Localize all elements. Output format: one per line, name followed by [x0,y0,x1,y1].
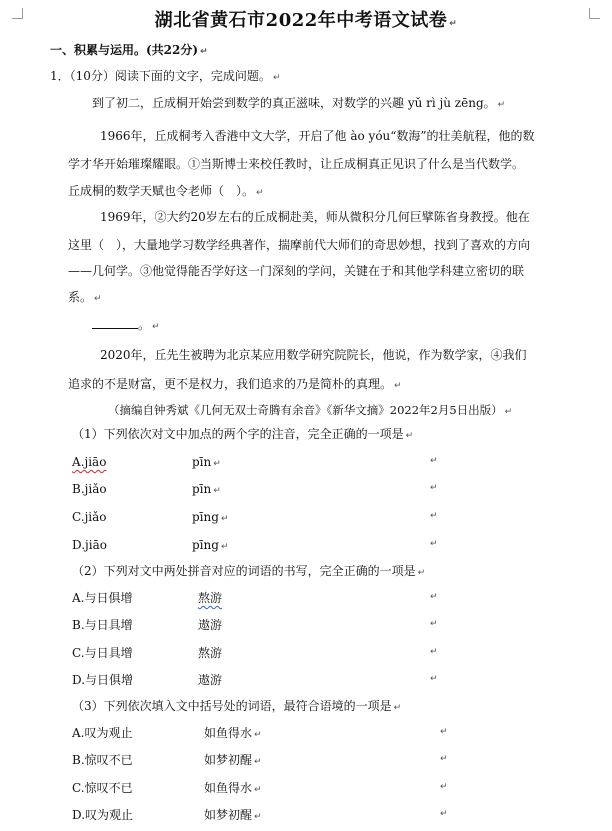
passage-text: ——几何学。③他觉得能否学好这一门深刻的学问，关键在于和其他学科建立密切的联 [68,264,525,278]
passage-text: 1969年，②大约20岁左右的丘成桐赴美，师从微积分几何巨擘陈省身教授。他在 [100,210,530,224]
table-cell-mark-icon: ↵ [430,619,438,629]
paragraph-mark-icon: ↵ [504,407,513,417]
paragraph-mark-icon: ↵ [393,703,402,713]
paragraph-mark-icon: ↵ [449,19,458,29]
table-cell-mark-icon: ↵ [430,456,438,466]
option-label: B.与日具增 [72,618,133,632]
passage-text: 学才华开始璀璨耀眼。①当斯博士来校任教时，让丘成桐真正见识了什么是当代数学。 [68,157,525,171]
paragraph-mark-icon: ↵ [254,785,262,795]
question-instruction: 阅读下面的文字，完成问题。 [114,69,271,83]
passage-text: 丘成桐的数学天赋也令老师（ ）。 [68,184,255,198]
option-3a[interactable] [72,725,132,741]
passage-paragraph-2-line-2 [68,156,524,172]
passage-text: 这里（ ），大量地学习数学经典著作，揣摩前代大师们的奇思妙想，找到了喜欢的方向 [68,238,531,252]
question-number: 1． [50,69,70,83]
option-1a-second [192,454,221,472]
paragraph-mark-icon: ↵ [497,100,506,110]
passage-paragraph-3-line-3 [68,263,524,279]
paragraph-mark-icon: ↵ [213,459,221,469]
option-text: 遨游 [198,618,223,632]
table-cell-mark-icon: ↵ [430,674,438,684]
passage-paragraph-4-line-1 [100,347,527,363]
option-2b-second [198,617,222,633]
passage-source [108,402,512,420]
option-3b[interactable] [72,752,133,768]
option-label: B.惊叹不已 [72,753,133,767]
option-text: pīn [192,482,212,496]
question-heading [50,68,280,86]
section-text: 一、积累与运用。(共22分) [50,43,199,57]
option-text: 如鱼得水 [204,726,253,740]
option-label: C.与日具增 [72,646,133,660]
table-cell-mark-icon: ↵ [430,483,438,493]
option-text: pīng [192,538,219,552]
option-text: 熬游 [198,591,223,605]
page-title [0,6,612,32]
answer-blank[interactable] [92,316,138,329]
passage-text: 系。 [68,290,93,304]
paragraph-mark-icon: ↵ [220,542,229,552]
option-2a[interactable] [72,590,132,606]
passage-paragraph-4-line-2 [68,376,402,394]
option-label: C.惊叹不已 [72,781,133,795]
question-points: （10分） [69,69,115,83]
passage-paragraph-3-line-2 [68,237,530,253]
option-1d-second [192,537,228,555]
option-label: A.jiāo [72,455,107,469]
option-1d[interactable] [72,537,107,553]
option-2c-second [198,645,222,661]
paragraph-mark-icon: ↵ [152,322,160,332]
table-cell-mark-icon: ↵ [440,782,448,792]
passage-paragraph-3-line-1 [100,209,530,225]
option-2d[interactable] [72,672,133,688]
option-2a-second [198,590,222,606]
option-1b[interactable] [72,481,107,497]
passage-paragraph-2-line-1 [100,128,535,144]
passage-text: 1966年，丘成桐考入香港中文大学，开启了他 ào yóu“数海”的壮美航程，他的数 [100,129,535,143]
option-1c-second [192,509,228,527]
option-text: pīng [192,510,219,524]
passage-text: 2020年，丘先生被聘为北京某应用数学研究院院长，他说，作为数学家，④我们 [100,348,527,362]
option-label: A.与日俱增 [72,591,133,605]
option-text: 如梦初醒 [204,753,253,767]
sub-question-1-stem [72,426,413,444]
title-text: 湖北省黄石市2022年中考语文试卷 [154,10,448,31]
option-2b[interactable] [72,617,133,633]
option-2c[interactable] [72,645,133,661]
option-text: 如鱼得水 [204,781,253,795]
stem-text: （1）下列依次对文中加点的两个字的注音，完全正确的一项是 [72,427,404,441]
passage-paragraph-1 [92,95,505,113]
option-label: D.与日俱增 [72,673,134,687]
option-label: A.叹为观止 [72,726,133,740]
paragraph-mark-icon: ↵ [405,431,414,441]
option-text: pīn [192,455,212,469]
paragraph-mark-icon: ↵ [220,514,229,524]
stem-text: （2）下列对文中两处拼音对应的词语的书写，完全正确的一项是 [72,564,416,578]
option-1a[interactable] [72,454,106,470]
passage-text: 到了初二，丘成桐开始尝到数学的真正滋味，对数学的兴趣 yǔ rì jù zēng。 [92,96,496,110]
paragraph-mark-icon: ↵ [272,73,281,83]
option-1b-second [192,481,221,499]
passage-paragraph-3-line-4 [68,289,102,307]
stem-text: （3）下列依次填入文中括号处的词语，最符合语境的一项是 [72,699,392,713]
passage-paragraph-2-line-3 [68,183,264,201]
option-3d[interactable] [72,807,133,823]
table-cell-mark-icon: ↵ [430,647,438,657]
paragraph-mark-icon: ↵ [394,381,402,391]
table-cell-mark-icon: ↵ [440,754,448,764]
passage-text: 追求的不是财富，更不是权力，我们追求的乃是简朴的真理。 [68,377,393,391]
paragraph-mark-icon: ↵ [94,294,102,304]
sub-question-3-stem [72,698,401,716]
option-3b-second [204,752,262,770]
option-label: D.jiāo [72,538,107,552]
sub-question-2-stem [72,563,425,581]
table-cell-mark-icon: ↵ [430,539,438,549]
table-cell-mark-icon: ↵ [440,727,448,737]
table-cell-mark-icon: ↵ [440,809,448,819]
option-label: D.叹为观止 [72,808,134,822]
paragraph-mark-icon: ↵ [200,47,208,57]
option-2d-second [198,672,222,688]
section-heading [50,42,208,60]
table-cell-mark-icon: ↵ [430,511,438,521]
paragraph-mark-icon: ↵ [254,812,262,822]
option-1c[interactable] [72,509,107,525]
source-text: （摘编自钟秀斌《几何无双士奇腾有余音》《新华文摘》2022年2月5日出版） [108,403,503,417]
option-3c-second [204,780,262,798]
option-text: 熬游 [198,646,223,660]
table-cell-mark-icon: ↵ [430,592,438,602]
paragraph-mark-icon: ↵ [256,188,264,198]
fill-blank-line [92,316,160,335]
option-text: 如梦初醒 [204,808,253,822]
paragraph-mark-icon: ↵ [213,486,221,496]
blank-period: 。 [138,318,151,332]
option-3d-second [204,807,262,825]
option-label: B.jiǎo [72,482,107,496]
option-text: 遨游 [198,673,223,687]
option-3a-second [204,725,262,743]
paragraph-mark-icon: ↵ [254,757,262,767]
paragraph-mark-icon: ↵ [254,730,262,740]
option-label: C.jiǎo [72,510,107,524]
paragraph-mark-icon: ↵ [417,568,426,578]
option-3c[interactable] [72,780,133,796]
